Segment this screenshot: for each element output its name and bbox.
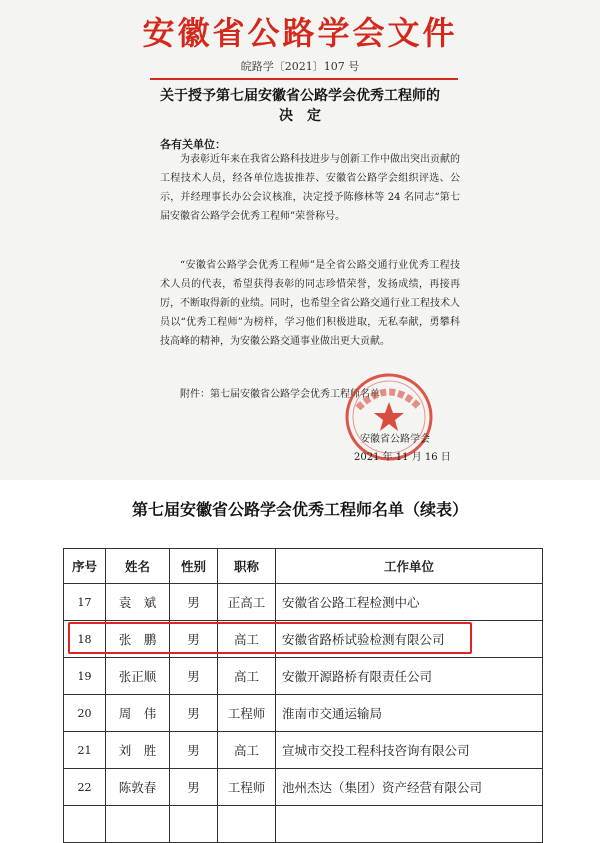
row-number: 20 [64,695,106,732]
table-row [64,806,543,843]
column-header-title: 职称 [218,549,276,584]
row-name: 刘 胜 [106,732,170,769]
table-header-row [64,549,543,584]
signing-organization: 安徽省公路学会 [360,434,430,445]
column-header-gender: 性别 [170,549,218,584]
decision-paragraph-2: “安徽省公路学会优秀工程师”是全省公路交通行业优秀工程技术人员的代表，希望获得表彰的同志珍惜荣誉，发扬成绩，再接再厉，不断取得新的业绩。同时，也希望全省公路交通行业工程技术人员以“优秀工程师”为榜样，学习他们积极进取，无私奉献，勇攀科技高峰的精神，为安徽公路交通事业做出更大贡献。 [160,260,460,347]
row-title: 工程师 [218,769,276,806]
row-unit [276,806,543,843]
row-number [64,806,106,843]
row-unit: 池州杰达（集团）资产经营有限公司 [276,769,543,806]
row-number: 21 [64,732,106,769]
decision-title-line2: 决 定 [279,108,321,124]
highlight-box [68,622,472,654]
row-name: 周 伟 [106,695,170,732]
row-title: 工程师 [218,695,276,732]
attachment-note: 附件：第七届安徽省公路学会优秀工程师名单 [180,389,380,400]
table-row [64,584,543,621]
column-header-name: 姓名 [106,549,170,584]
roster-table-heading: 第七届安徽省公路学会优秀工程师名单（续表） [131,500,468,519]
row-name: 袁 斌 [106,584,170,621]
row-title: 高工 [218,621,276,658]
row-unit: 安徽省公路工程检测中心 [276,584,543,621]
decision-paragraph-1: 为表彰近年来在我省公路科技进步与创新工作中做出突出贡献的工程技术人员，经各单位选拔推荐、安徽省公路学会组织评选、公示，并经理事长办公会议核准，决定授予陈修林等 24 名同志“第七届安徽省公路学会优秀工程师”荣誉称号。 [160,154,460,222]
row-name: 张 鹏 [106,621,170,658]
signing-date: 2021 年 11 月 16 日 [354,452,451,463]
row-title [218,806,276,843]
row-title: 正高工 [218,584,276,621]
row-name [106,806,170,843]
table-row [64,658,543,695]
table-row [64,732,543,769]
column-header-no: 序号 [64,549,106,584]
row-number: 22 [64,769,106,806]
row-gender: 男 [170,621,218,658]
engineer-roster-table [63,548,543,843]
row-gender: 男 [170,732,218,769]
row-gender: 男 [170,584,218,621]
row-unit: 安徽省路桥试验检测有限公司 [276,621,543,658]
row-name: 陈敦春 [106,769,170,806]
red-divider [150,78,458,80]
document-number: 皖路学〔2021〕107 号 [240,60,360,73]
row-gender: 男 [170,658,218,695]
row-number: 17 [64,584,106,621]
row-title: 高工 [218,658,276,695]
table-row [64,695,543,732]
decision-title-line1: 关于授予第七届安徽省公路学会优秀工程师的 [160,88,440,104]
row-gender: 男 [170,695,218,732]
row-number: 18 [64,621,106,658]
decision-title [0,86,600,126]
row-gender [170,806,218,843]
row-unit: 安徽开源路桥有限责任公司 [276,658,543,695]
column-header-unit: 工作单位 [276,549,543,584]
row-name: 张正顺 [106,658,170,695]
row-number: 19 [64,658,106,695]
org-document-header: 安徽省公路学会文件 [142,14,458,52]
row-unit: 淮南市交通运输局 [276,695,543,732]
row-unit: 宣城市交投工程科技咨询有限公司 [276,732,543,769]
row-gender: 男 [170,769,218,806]
row-title: 高工 [218,732,276,769]
salutation: 各有关单位： [160,138,226,151]
